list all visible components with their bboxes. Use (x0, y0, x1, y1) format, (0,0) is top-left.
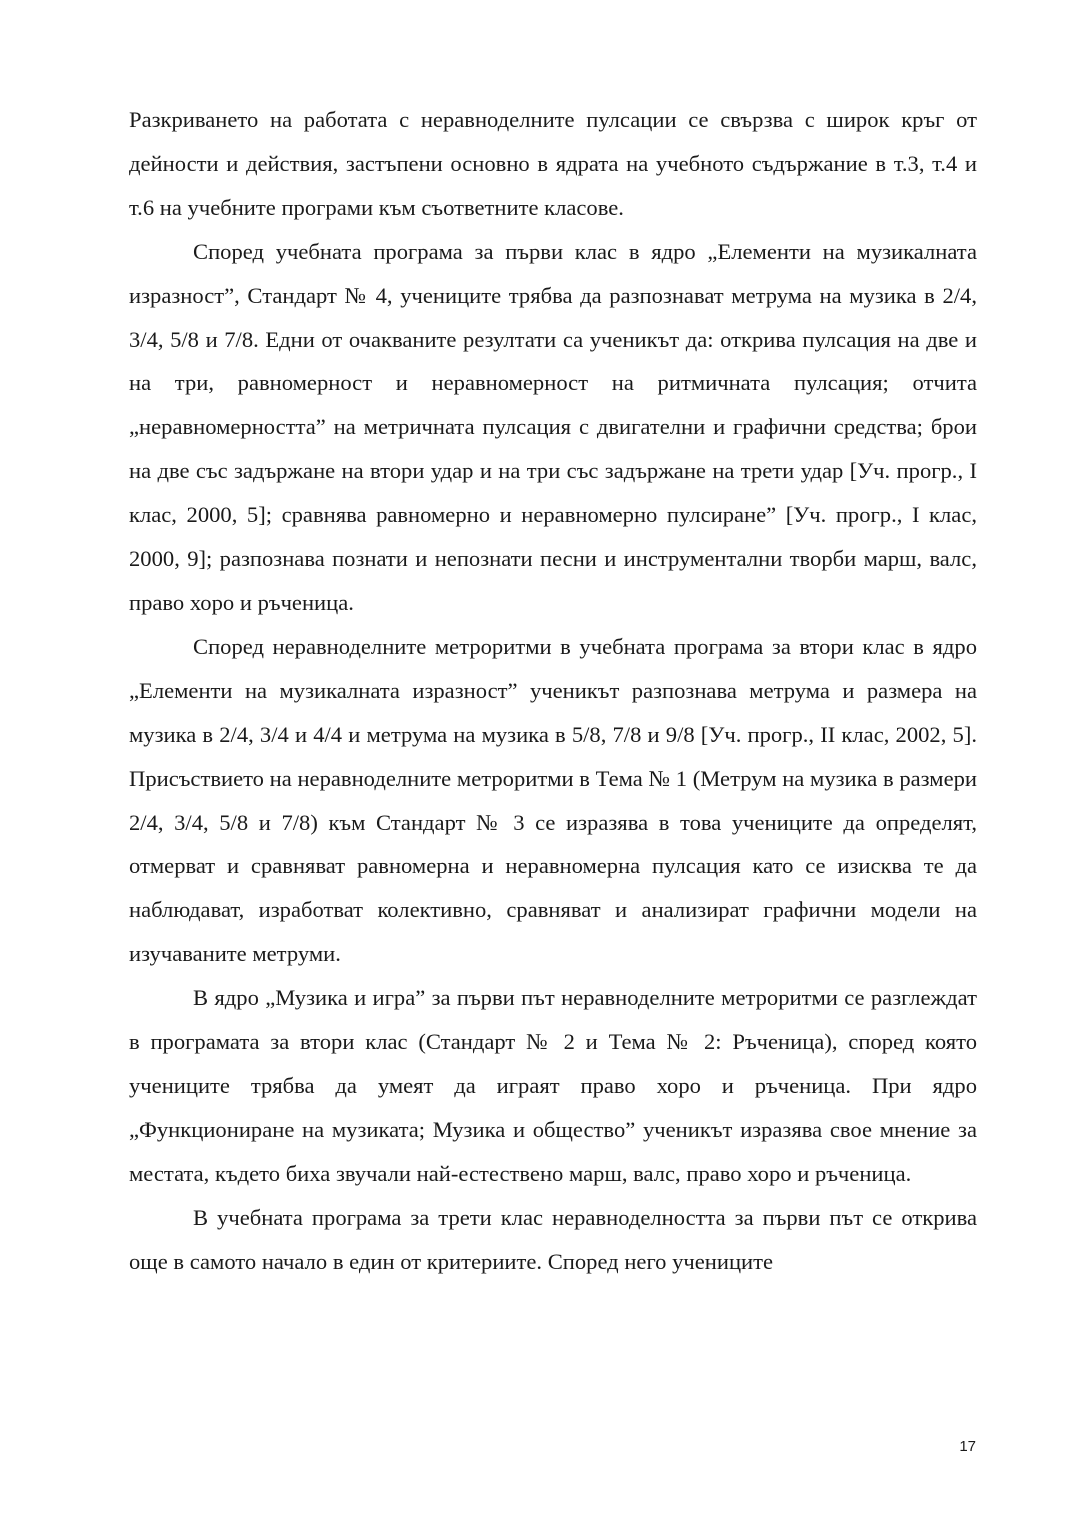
body-text (129, 98, 977, 1283)
paragraph-1: Разкриването на работата с неравноделните пулсации се свързва с широк кръг от дейности и действия, застъпени основно в ядрата на учебното съдържание в т.3, т.4 и т.6 на учебните програми към съответните класове. (129, 107, 977, 220)
page-number: 17 (959, 1438, 976, 1455)
paragraph-3: Според неравноделните метроритми в учебната програма за втори клас в ядро „Елементи на музикалната изразност” ученикът разпознава метрума и размера на музика в 2/4, 3/4 и 4/4 и метрума на музика в 5/8, 7/8 и 9/8 [Уч. прогр., II клас, 2002, 5]. Присъствието на неравноделните метроритми в Тема № 1 (Метрум на музика в размери 2/4, 3/4, 5/8 и 7/8) към Стандарт № 3 се изразява в това учениците да определят, отмерват и сравняват равномерна и неравномерна пулсация като се изисква те да наблюдават, изработват колективно, сравняват и анализират графични модели на изучаваните метруми. (129, 633, 977, 967)
paragraph-5: В учебната програма за трети клас неравноделността за първи път се открива още в самото начало в един от критериите. Според него учениците (129, 1204, 977, 1274)
paragraph-2: Според учебната програма за първи клас в ядро „Елементи на музикалната изразност”, Стандарт № 4, учениците трябва да разпознават метрума на музика в 2/4, 3/4, 5/8 и 7/8. Едни от очакваните резултати са ученикът да: открива пулсация на две и на три, равномерност и неравномерност на ритмичната пулсация; отчита „неравномерността” на метричната пулсация с двигателни и графични средства; брои на две със задържане на втори удар и на три със задържане на трети удар [Уч. прогр., I клас, 2000, 5]; сравнява равномерно и неравномерно пулсиране” [Уч. прогр., I клас, 2000, 9]; разпознава познати и непознати песни и инструментални творби марш, валс, право хоро и ръченица. (129, 238, 977, 615)
paragraph-4: В ядро „Музика и игра” за първи път неравноделните метроритми се разглеждат в програмата за втори клас (Стандарт № 2 и Тема № 2: Ръченица), според която учениците трябва да умеят да играят право хоро и ръченица. При ядро „Функциониране на музиката; Музика и общество” ученикът изразява свое мнение за местата, където биха звучали най-естествено марш, валс, право хоро и ръченица. (129, 985, 977, 1186)
